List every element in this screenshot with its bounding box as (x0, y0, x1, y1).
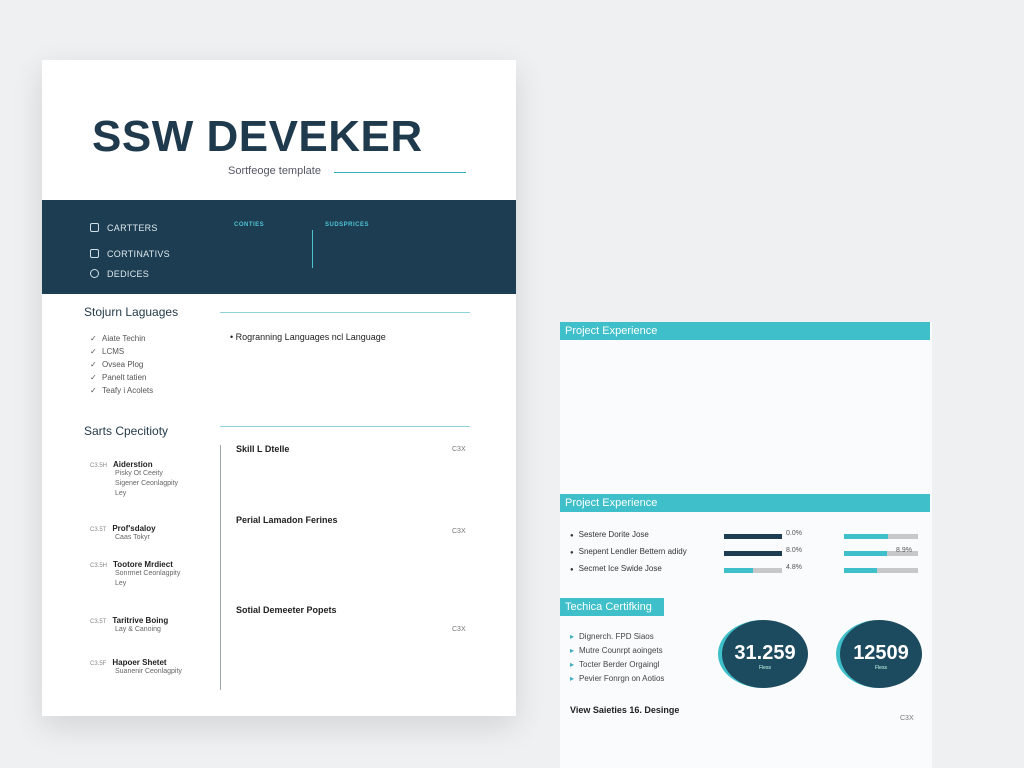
side-item: C3.5H Tootore Mrdiect Sonrmet Ceonlagpity Ley (90, 560, 181, 587)
skill-bar-fill (844, 551, 887, 556)
skill-bar-fill (724, 534, 782, 539)
skill-bar-row (570, 564, 930, 578)
stat-badge: 12509 Fless (836, 620, 922, 688)
list-item: ✓ Panelt tatien (90, 371, 153, 384)
section-rule (220, 426, 470, 427)
right-panel (560, 322, 932, 768)
capacity-heading: Sarts Cpecitioty (84, 424, 169, 438)
list-item: ✓ Aiate Techin (90, 332, 153, 345)
skill-bar-track (844, 534, 918, 539)
list-item: ▸ Mutre Counrpt aoingets (570, 644, 664, 658)
languages-list (90, 332, 153, 397)
skill-bar-fill (724, 568, 753, 573)
skill-bar-percent: 0.0% (786, 530, 802, 537)
contact-item: DEDICES (90, 269, 149, 279)
skill-bar-fill (724, 551, 782, 556)
skill-bar-percent: 8.0% (786, 547, 802, 554)
band-col2-heading: SUDSPRICES (325, 222, 370, 228)
band-col1-heading: CONTIES (234, 222, 265, 228)
side-item: C3.5T Taritrive Boing Lay & Canoing (90, 616, 169, 633)
skill-heading: Perial Lamadon Ferines (236, 515, 338, 525)
resume-sheet (42, 60, 516, 716)
skill-bar-percent: 8.9% (896, 547, 912, 554)
skill-year: C3X (452, 626, 466, 633)
stat-badge: 31.259 Fless (718, 620, 808, 688)
phone-icon (90, 223, 99, 232)
project-heading: Project Experience (560, 494, 930, 512)
contact-band (42, 200, 516, 294)
side-item: C3.5H Aiderstion Pisky Ot Ceeity Sigener Ceonlagpity Ley (90, 460, 179, 497)
list-item: ✓ LCMS (90, 345, 153, 358)
skill-heading: Skill L Dtelle (236, 444, 290, 454)
skill-bar-fill (844, 534, 888, 539)
timeline-line (220, 445, 221, 690)
skill-bar-percent: 4.8% (786, 564, 802, 571)
view-heading: View Saieties 16. Desinge (570, 705, 680, 715)
skill-heading: Sotial Demeeter Popets (236, 605, 337, 615)
resume-subtitle: Sortfeoge template (228, 165, 321, 177)
skill-year: C3X (452, 446, 466, 453)
certification-heading: Techica Certifking (560, 598, 664, 616)
programming-heading: • Rogranning Languages ncl Language (230, 332, 386, 342)
skill-bar-row (570, 530, 930, 544)
languages-heading: Stojurn Laguages (84, 305, 179, 319)
certification-list (570, 630, 664, 686)
list-item: ✓ Ovsea Plog (90, 358, 153, 371)
list-item: ▸ Pevier Fonrgn on Aotios (570, 672, 664, 686)
section-rule (220, 312, 470, 313)
skill-bar-label: ● Secmet Ice Swide Jose (570, 564, 662, 573)
skill-bar-track (724, 551, 782, 556)
contact-item: CARTTERS (90, 223, 158, 233)
resume-title: SSW DEVEKER (92, 112, 423, 161)
mail-icon (90, 249, 99, 258)
side-item: C3.5F Hapoer Shetet Suanenir Ceonlagpity (90, 658, 182, 675)
list-item: ▸ Tocter Berder Orgaingl (570, 658, 664, 672)
subtitle-divider (334, 172, 466, 173)
skill-year: C3X (452, 528, 466, 535)
skill-bar-label: ● Sestere Dorite Jose (570, 530, 649, 539)
skill-bar-row (570, 547, 930, 561)
skill-bar-track (724, 534, 782, 539)
side-item: C3.5T Prof'sdaloy Caas Tokyr (90, 524, 156, 541)
list-item: ✓ Teafy i Acolets (90, 384, 153, 397)
contact-item: CORTINATIVS (90, 249, 170, 259)
skill-bar-track (724, 568, 782, 573)
view-year: C3X (900, 715, 914, 722)
list-item: ▸ Dignerch. FPD Siaos (570, 630, 664, 644)
location-icon (90, 269, 99, 278)
project-heading: Project Experience (560, 322, 930, 340)
band-divider (312, 230, 313, 268)
skill-bar-fill (844, 568, 877, 573)
skill-bar-label: ● Snepent Lendler Bettern adidy (570, 547, 687, 556)
skill-bar-track (844, 568, 918, 573)
